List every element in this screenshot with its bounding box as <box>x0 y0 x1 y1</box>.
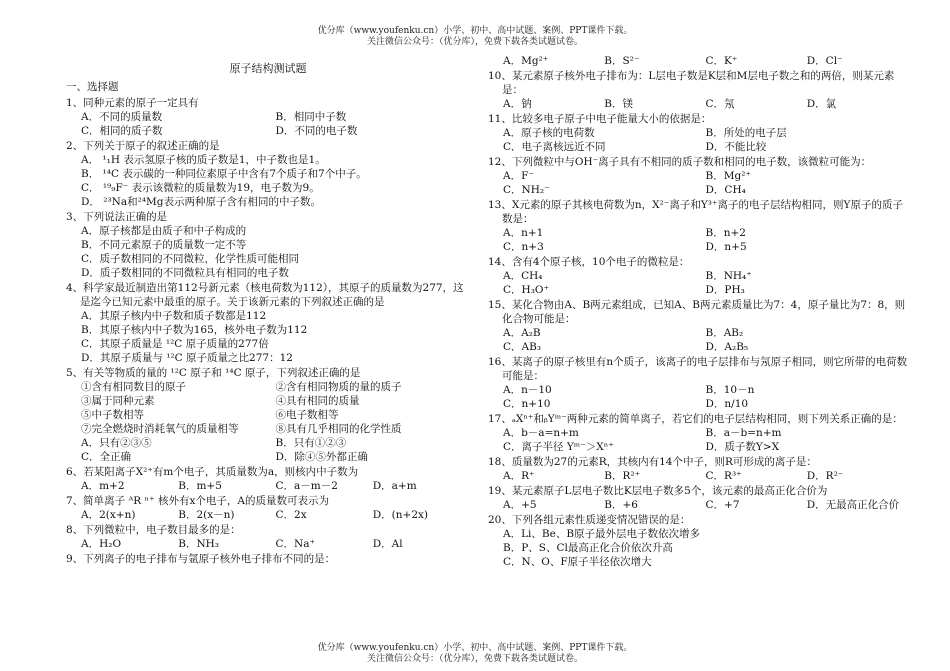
answer-option: B．只有①②③ <box>275 437 347 449</box>
answer-option: B．NH₃ <box>178 538 220 550</box>
answer-option: ⑧具有几乎相同的化学性质 <box>275 423 402 435</box>
header-line-1: 优分库（www.youfenku.cn）小学、初中、高中试题、案例、PPT课件下载。 <box>317 26 633 36</box>
answer-option: D．其原子质量与 ¹²C 原子质量之比277：12 <box>81 352 293 364</box>
answer-option: A．m+2 <box>81 480 125 492</box>
answer-option: A．其原子核内中子数和质子数都是112 <box>81 310 267 322</box>
answer-option: B．S²⁻ <box>604 55 640 67</box>
answer-option: A．2(x+n) <box>81 509 136 521</box>
answer-option: D．除④⑤外都正确 <box>275 451 368 463</box>
answer-option: D．不同的电子数 <box>275 125 358 137</box>
answer-option: A．Li、Be、B原子最外层电子数依次增多 <box>503 528 701 540</box>
question-stem: 3、下列说法正确的是 <box>66 211 168 223</box>
question-stem: 13、X元素的原子其核电荷数为n，X²⁻离子和Y³⁺离子的电子层结构相同，则Y原子的质子数是： <box>488 199 903 225</box>
answer-option: A．原子核都是由质子和中子构成的 <box>81 225 247 237</box>
option-list <box>66 110 470 138</box>
question <box>66 552 470 566</box>
answer-option: B．不同元素原子的质量数一定不等 <box>81 239 247 251</box>
question <box>66 494 470 522</box>
answer-option: B．P、S、Cl最高正化合价依次升高 <box>503 542 673 554</box>
question <box>488 69 908 111</box>
option-list <box>66 224 470 280</box>
option-list <box>66 380 470 464</box>
answer-option: D．R²⁻ <box>806 470 844 482</box>
answer-option: D．a+m <box>372 480 417 492</box>
answer-option: B．所处的电子层 <box>705 127 787 139</box>
answer-option: A．n+1 <box>503 227 544 239</box>
answer-option: B．NH₄⁺ <box>705 270 752 282</box>
answer-option: C．其原子质量是 ¹²C 原子质量的277倍 <box>81 338 269 350</box>
section-heading: 一、选择题 <box>66 81 119 93</box>
answer-option: D．不能比较 <box>705 141 767 153</box>
answer-option: C．全正确 <box>81 451 132 463</box>
answer-option: A．H₂O <box>81 538 122 550</box>
answer-option: A．+5 <box>503 499 537 511</box>
question <box>66 139 470 209</box>
question-stem: 18、质量数为27的元素R，其核内有14个中子，则R可形成的离子是： <box>488 456 817 468</box>
answer-option: C．质子数相同的不同微粒，化学性质可能相同 <box>81 253 300 265</box>
answer-option: D．A₂B₅ <box>705 341 749 353</box>
option-list <box>488 126 908 154</box>
option-list <box>488 326 908 354</box>
question <box>66 366 470 464</box>
question <box>488 112 908 154</box>
answer-option: B．2(x－n) <box>178 509 235 521</box>
option-list <box>488 269 908 297</box>
question <box>488 355 908 411</box>
answer-option: B．+6 <box>604 499 638 511</box>
answer-option: B．m+5 <box>178 480 222 492</box>
answer-option: D．n/10 <box>705 398 749 410</box>
option-list <box>488 169 908 197</box>
option-list <box>488 426 908 454</box>
answer-option: A．原子核的电荷数 <box>503 127 595 139</box>
answer-option: C．H₃O⁺ <box>503 284 550 296</box>
option-list <box>488 226 908 254</box>
question-stem: 8、下列微粒中，电子数目最多的是： <box>66 524 241 536</box>
document-title: 原子结构测试题 <box>229 62 307 75</box>
option-list <box>66 479 470 493</box>
answer-option: D．质子数相同的不同微粒具有相同的电子数 <box>81 267 289 279</box>
answer-option: C．NH₂⁻ <box>503 184 550 196</box>
question <box>488 155 908 197</box>
answer-option: B．10－n <box>705 384 755 396</box>
question-stem: 16、某离子的原子核里有n个质子，该离子的电子层排布与氖原子相同，则它所带的电荷数 可能是： <box>488 356 908 382</box>
answer-option: B．a－b=n+m <box>705 427 782 439</box>
option-list <box>488 498 908 512</box>
answer-option: C．2x <box>275 509 307 521</box>
answer-option: C．a－m－2 <box>275 480 338 492</box>
answer-option: C．Na⁺ <box>275 538 316 550</box>
question <box>66 210 470 280</box>
answer-option: D．PH₃ <box>705 284 745 296</box>
answer-option: D．无最高正化合价 <box>806 499 900 511</box>
answer-option: C．AB₃ <box>503 341 542 353</box>
question-stem: 20、下列各组元素性质递变情况错误的是： <box>488 514 691 526</box>
option-list <box>66 537 470 551</box>
answer-option: A．CH₄ <box>503 270 543 282</box>
question-stem: 9、下列离子的电子排布与氩原子核外电子排布不同的是： <box>66 553 336 565</box>
answer-option: D．质子数Y>X <box>705 441 780 453</box>
answer-option: B．镁 <box>604 98 633 110</box>
answer-option: A． ¹₁H 表示氢原子核的质子数是1，中子数也是1。 <box>81 154 326 166</box>
footer-line-2: 关注微信公众号：（优分库），免费下载各类试题试卷。 <box>366 654 583 664</box>
question-stem: 6、若某阳离子X²⁺有m个电子，其质量数为a，则核内中子数为 <box>66 466 359 478</box>
answer-option: A．钠 <box>503 98 532 110</box>
answer-option: ③属于同种元素 <box>81 395 155 407</box>
answer-option: ①含有相同数目的原子 <box>81 381 186 393</box>
answer-option: D．Cl⁻ <box>806 55 843 67</box>
answer-option: A．只有②③⑤ <box>81 437 152 449</box>
answer-option: C．电子离核远近不同 <box>503 141 606 153</box>
question-stem: 2、下列关于原子的叙述正确的是 <box>66 140 220 152</box>
question-stem: 1、同种元素的原子一定具有 <box>66 97 199 109</box>
answer-option: C．氖 <box>705 98 735 110</box>
question-stem: 19、某元素原子L层电子数比K层电子数多5个，该元素的最高正化合价为 <box>488 485 828 497</box>
question <box>66 96 470 138</box>
question-stem: 10、某元素原子核外电子排布为：L层电子数是K层和M层电子数之和的两倍，则某元素是： <box>488 70 895 96</box>
option-list <box>66 309 470 365</box>
answer-option: B．R²⁺ <box>604 470 641 482</box>
answer-option: C．K⁺ <box>705 55 738 67</box>
answer-option: ⑦完全燃烧时消耗氧气的质量相等 <box>81 423 239 435</box>
question-stem: 5、有关等物质的量的 ¹²C 原子和 ¹⁴C 原子，下列叙述正确的是 <box>66 367 361 379</box>
question <box>488 513 908 569</box>
question <box>488 412 908 454</box>
answer-option: ②含有相同物质的量的质子 <box>275 381 402 393</box>
answer-option: A．R⁺ <box>503 470 535 482</box>
option-list <box>66 508 470 522</box>
answer-option: C． ¹⁹₉F⁻ 表示该微粒的质量数为19，电子数为9。 <box>81 182 320 194</box>
answer-option: ④具有相同的质量 <box>275 395 360 407</box>
page-footer <box>0 643 950 665</box>
answer-option: B． ¹⁴C 表示碳的一种同位素原子中含有7个质子和7个中子。 <box>81 168 367 180</box>
header-line-2: 关注微信公众号：（优分库），免费下载各类试题试卷。 <box>366 37 583 47</box>
answer-option: A．F⁻ <box>503 170 534 182</box>
question-stem: 11、比较多电子原子中电子能量大小的依据是： <box>488 113 712 125</box>
answer-option: C．相同的质子数 <box>81 125 163 137</box>
answer-option: A．A₂B <box>503 327 541 339</box>
answer-option: B．其原子核内中子数为165，核外电子数为112 <box>81 324 308 336</box>
question <box>488 455 908 483</box>
answer-option: ⑤中子数相等 <box>81 409 144 421</box>
answer-option: B．Mg²⁺ <box>705 170 751 182</box>
answer-option: D． ²³Na和²⁴Mg表示两种原子含有相同的中子数。 <box>81 196 322 208</box>
answer-option: C．N、O、F原子半径依次增大 <box>503 556 652 568</box>
option-list <box>488 469 908 483</box>
answer-option: B．n+2 <box>705 227 746 239</box>
question-stem: 12、下列微粒中与OH⁻离子具有不相同的质子数和相同的电子数，该微粒可能为： <box>488 156 872 168</box>
answer-option: D．(n+2x) <box>372 509 429 521</box>
answer-option: C．离子半径 Yᵐ⁻＞Xⁿ⁺ <box>503 441 614 453</box>
option-list <box>488 527 908 569</box>
answer-option: C．n+3 <box>503 241 544 253</box>
footer-line-1: 优分库（www.youfenku.cn）小学、初中、高中试题、案例、PPT课件下载。 <box>317 643 633 653</box>
answer-option: D．氯 <box>806 98 837 110</box>
question <box>66 523 470 551</box>
answer-option: ⑥电子数相等 <box>275 409 339 421</box>
question <box>488 255 908 297</box>
answer-option: C．+7 <box>705 499 740 511</box>
question <box>488 298 908 354</box>
answer-option: D．n+5 <box>705 241 747 253</box>
answer-option: A．Mg²⁺ <box>503 55 549 67</box>
question-stem: 17、ₐXⁿ⁺和ᵦYᵐ⁻两种元素的简单离子，若它们的电子层结构相同，则下列关系正确的是： <box>488 413 903 425</box>
option-list <box>66 153 470 209</box>
question <box>66 281 470 365</box>
page-header <box>0 26 950 48</box>
answer-option: B．AB₂ <box>705 327 744 339</box>
question <box>488 198 908 254</box>
option-list <box>488 97 908 111</box>
answer-option: D．Al <box>372 538 403 550</box>
answer-option: B．相同中子数 <box>275 111 347 123</box>
right-column <box>488 54 908 570</box>
answer-option: A．n－10 <box>503 384 552 396</box>
question-stem: 4、科学家最近制造出第112号新元素（核电荷数为112），其原子的质量数为277，这是迄今已知元素中最重的原子。关于该新元素的下列叙述正确的是 <box>66 282 464 308</box>
question <box>488 54 908 68</box>
question <box>66 465 470 493</box>
question-stem: 7、简单离子 ᴬR ⁿ⁺ 核外有x个电子，A的质量数可表示为 <box>66 495 329 507</box>
answer-option: C．R³⁺ <box>705 470 742 482</box>
answer-option: C．n+10 <box>503 398 551 410</box>
question-stem: 15、某化合物由A、B两元素组成，已知A、B两元素质量比为7：4，原子量比为7：8，则化合物可能是： <box>488 299 906 325</box>
question <box>488 484 908 512</box>
left-column <box>66 60 470 567</box>
option-list <box>488 383 908 411</box>
answer-option: A．不同的质量数 <box>81 111 163 123</box>
answer-option: A．b－a=n+m <box>503 427 579 439</box>
question-stem: 14、含有4个原子核，10个电子的微粒是： <box>488 256 690 268</box>
answer-option: D．CH₄ <box>705 184 746 196</box>
option-list <box>488 54 908 68</box>
